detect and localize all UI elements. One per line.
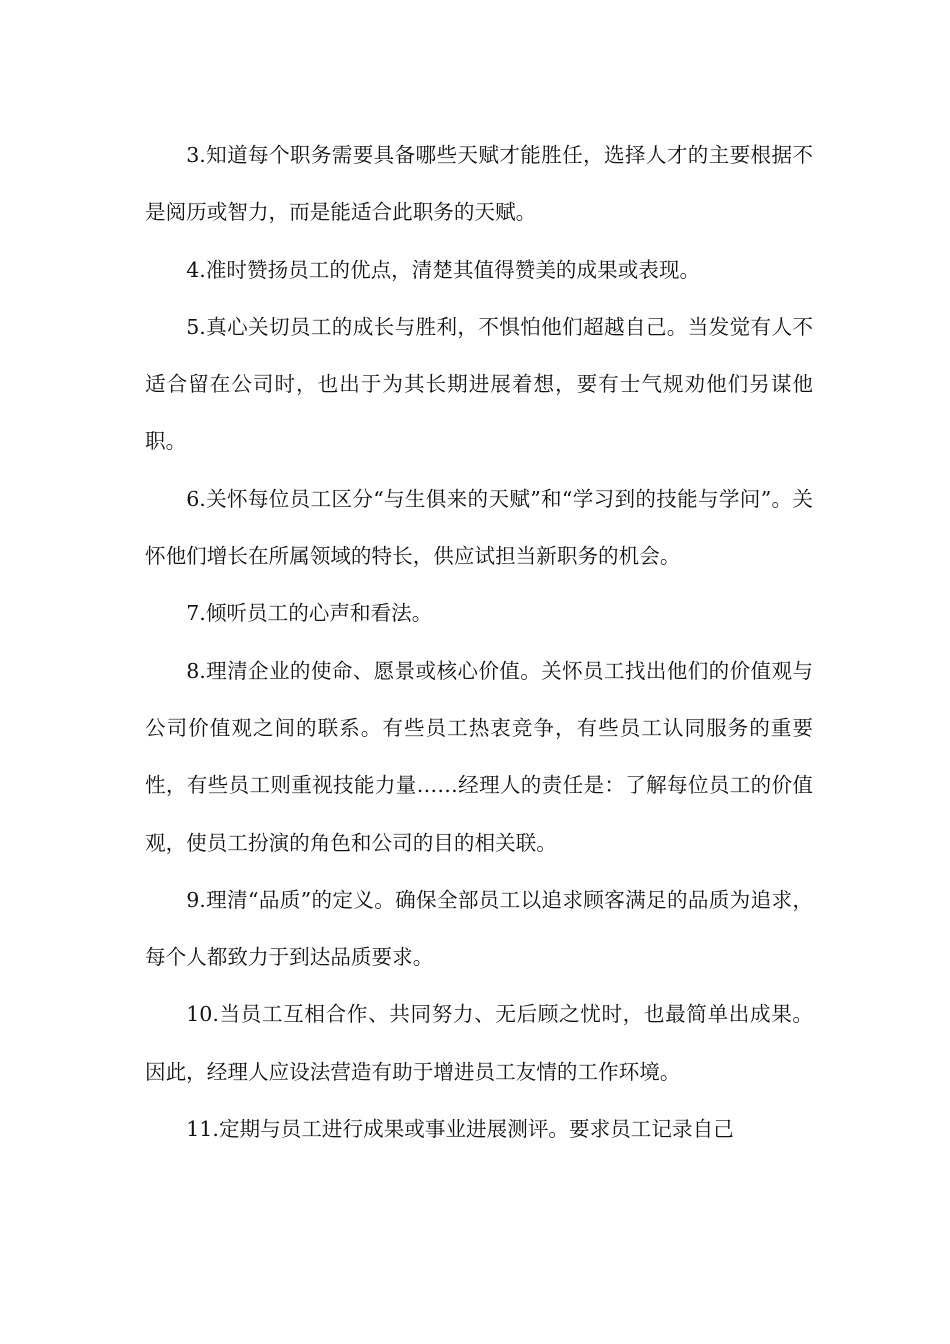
paragraph-9: 9.理清“品质”的定义。确保全部员工以追求顾客满足的品质为追求，每个人都致力于到达品质要求。: [145, 887, 813, 970]
document-body: [145, 127, 813, 1158]
paragraph-6: 6.关怀每位员工区分“与生俱来的天赋”和“学习到的技能与学问”。关怀他们增长在所属领域的特长，供应试担当新职务的机会。: [145, 486, 813, 569]
paragraph-3: 3.知道每个职务需要具备哪些天赋才能胜任，选择人才的主要根据不是阅历或智力，而是能适合此职务的天赋。: [145, 143, 813, 225]
paragraph-7: 7.倾听员工的心声和看法。: [186, 601, 433, 626]
paragraph-5: 5.真心关切员工的成长与胜利，不惧怕他们超越自己。当发觉有人不适合留在公司时，也出于为其长期进展着想，要有士气规劝他们另谋他职。: [145, 314, 813, 454]
paragraph-11: 11.定期与员工进行成果或事业进展测评。要求员工记录自己: [186, 1117, 734, 1142]
paragraph-8: 8.理清企业的使命、愿景或核心价值。关怀员工找出他们的价值观与公司价值观之间的联系。有些员工热衷竞争，有些员工认同服务的重要性，有些员工则重视技能力量……经理人的责任是：了解每位员工的价值观，使员工扮演的角色和公司的目的相关联。: [145, 658, 813, 855]
paragraph-10: 10.当员工互相合作、共同努力、无后顾之忧时，也最简单出成果。因此，经理人应设法营造有助于增进员工友情的工作环境。: [145, 1002, 813, 1084]
paragraph-4: 4.准时赞扬员工的优点，清楚其值得赞美的成果或表现。: [186, 257, 701, 282]
